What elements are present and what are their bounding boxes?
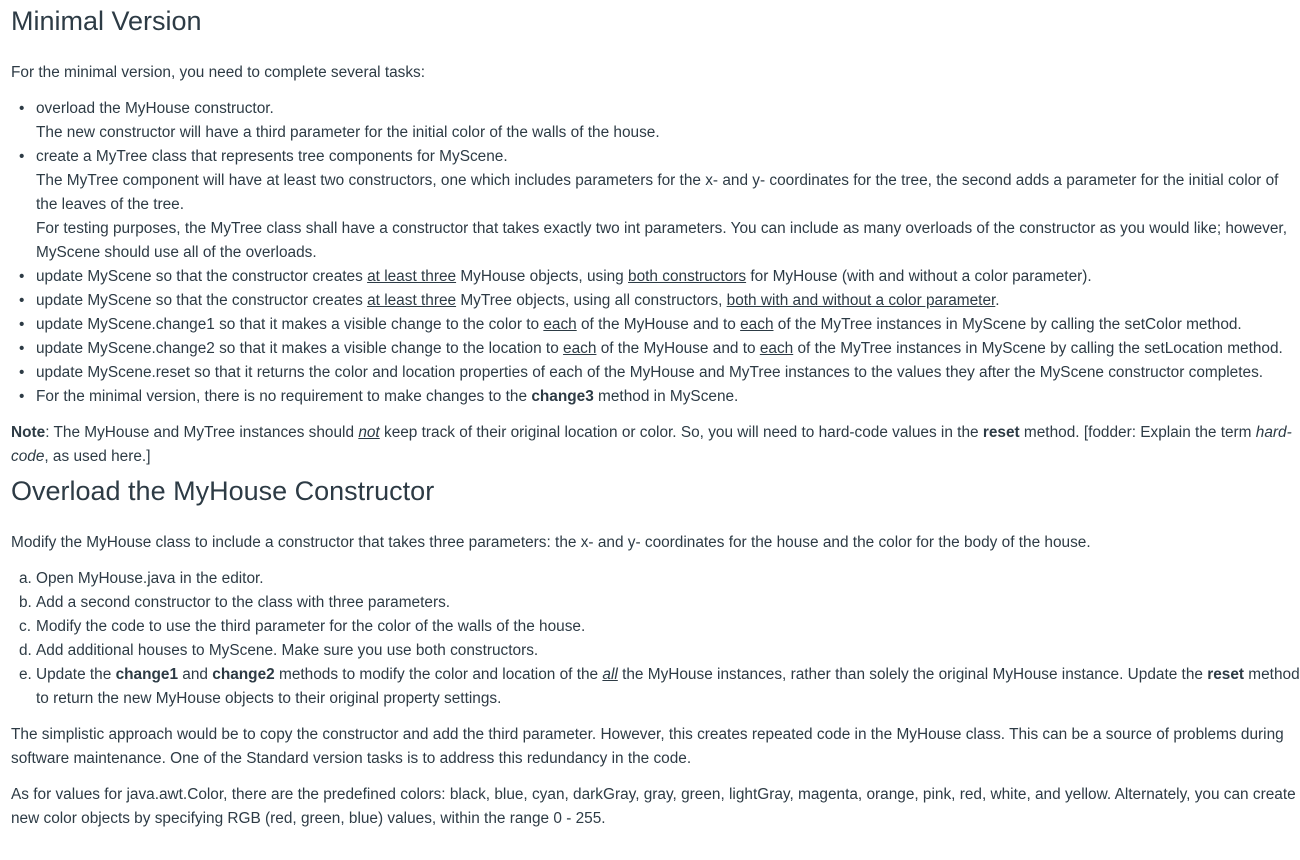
underlined-text: at least three (367, 268, 457, 285)
bold-text: change3 (531, 388, 594, 405)
task-1-detail: The new constructor will have a third parameter for the initial color of the walls of the house. (36, 124, 660, 141)
text: : The MyHouse and MyTree instances should (45, 424, 359, 441)
text: methods to modify the color and location of the (274, 666, 603, 683)
task-item-scene-trees (11, 289, 1300, 313)
text: of the MyTree instances in MyScene by calling the setLocation method. (793, 340, 1283, 357)
text: MyTree objects, using all constructors, (456, 292, 727, 309)
emphasis-all: all (602, 666, 618, 683)
text: update MyScene so that the constructor creates (36, 292, 368, 309)
emphasis-not: not (358, 424, 380, 441)
text: update MyScene.change1 so that it makes a visible change to the color to (36, 316, 544, 333)
task-item-change2 (11, 337, 1300, 361)
text: Add a second constructor to the class with three parameters. (36, 594, 451, 611)
text: keep track of their original location or color. So, you will need to hard-code values in the (379, 424, 983, 441)
task-item-change1 (11, 313, 1300, 337)
text: Open MyHouse.java in the editor. (36, 570, 264, 587)
underlined-text: both with and without a color parameter (726, 292, 996, 309)
bold-text: change1 (115, 666, 179, 683)
task-list (11, 97, 1300, 409)
task-1-title: overload the MyHouse constructor. (36, 100, 274, 117)
task-2-testing-note: For testing purposes, the MyTree class shall have a constructor that takes exactly two int parameters. You can include as many overloads of the constructor as you would like; however, MyScene should use all of the overloads. (36, 220, 1287, 261)
step-marker: c. (19, 618, 31, 635)
underlined-text: both constructors (628, 268, 747, 285)
text: Add additional houses to MyScene. Make sure you use both constructors. (36, 642, 539, 659)
step-marker: e. (19, 666, 32, 683)
step-item-b (11, 591, 1300, 615)
heading-minimal-version: Minimal Version (11, 6, 202, 36)
step-marker: b. (19, 594, 32, 611)
task-2-detail: The MyTree component will have at least two constructors, one which includes parameters for the x- and y- coordinates for the tree, the second adds a parameter for the initial color of the leaves of the tree. (36, 172, 1279, 213)
italic-hard-code: hard-code (11, 424, 1292, 465)
step-item-c (11, 615, 1300, 639)
task-2-title: create a MyTree class that represents tree components for MyScene. (36, 148, 508, 165)
text: update MyScene so that the constructor creates (36, 268, 368, 285)
task-item-change3 (11, 385, 1300, 409)
step-item-e (11, 663, 1300, 711)
bold-text: reset (982, 424, 1020, 441)
text: Modify the code to use the third parameter for the color of the walls of the house. (36, 618, 586, 635)
text: For the minimal version, there is no requirement to make changes to the (36, 388, 532, 405)
underlined-text: at least three (367, 292, 457, 309)
step-marker: d. (19, 642, 32, 659)
text: of the MyTree instances in MyScene by calling the setColor method. (773, 316, 1242, 333)
text: . (995, 292, 1000, 309)
underlined-text: each (759, 340, 794, 357)
note-paragraph (11, 421, 1300, 469)
task-item-reset (11, 361, 1300, 385)
text: the MyHouse instances, rather than solely the original MyHouse instance. Update the (617, 666, 1208, 683)
text: update MyScene.change2 so that it makes a visible change to the location to (36, 340, 564, 357)
step-list (11, 567, 1300, 711)
bold-text: reset (1207, 666, 1245, 683)
text: for MyHouse (with and without a color parameter). (746, 268, 1092, 285)
task-item-create-tree (11, 145, 1300, 265)
underlined-text: each (563, 340, 597, 357)
text: MyHouse objects, using (456, 268, 629, 285)
step-item-d (11, 639, 1300, 663)
text: method to return the new MyHouse objects to their original property settings. (36, 666, 1300, 707)
step-marker: a. (19, 570, 32, 587)
text: Update the (36, 666, 116, 683)
text: , as used here.] (44, 448, 151, 465)
overload-intro: Modify the MyHouse class to include a constructor that takes three parameters: the x- and y- coordinates for the house and the color for the body of the house. (11, 534, 1091, 551)
note-label: Note (11, 424, 46, 441)
text: of the MyHouse and to (576, 316, 741, 333)
color-values-paragraph: As for values for java.awt.Color, there are the predefined colors: black, blue, cyan, darkGray, gray, green, lightGray, magenta, orange, pink, red, white, and yellow. Alternately, you can create new color objects by specifying RGB (red, green, blue) values, within the range 0 - 255. (11, 786, 1296, 827)
text: method. [fodder: Explain the term (1019, 424, 1256, 441)
task-item-scene-houses (11, 265, 1300, 289)
text: and (178, 666, 213, 683)
text: update MyScene.reset so that it returns the color and location properties of each of the MyHouse and MyTree instances to the values they after the MyScene constructor completes. (36, 364, 1264, 381)
step-item-a (11, 567, 1300, 591)
text: method in MyScene. (593, 388, 739, 405)
underlined-text: each (543, 316, 577, 333)
underlined-text: each (740, 316, 774, 333)
simplistic-approach-paragraph: The simplistic approach would be to copy the constructor and add the third parameter. However, this creates repeated code in the MyHouse class. This can be a source of problems during software maintenance. One of the Standard version tasks is to address this redundancy in the code. (11, 726, 1284, 767)
intro-paragraph: For the minimal version, you need to complete several tasks: (11, 64, 426, 81)
document-page (0, 5, 1300, 831)
text: of the MyHouse and to (596, 340, 760, 357)
task-item-overload-house (11, 97, 1300, 145)
bold-text: change2 (212, 666, 275, 683)
heading-overload-constructor: Overload the MyHouse Constructor (11, 476, 435, 506)
